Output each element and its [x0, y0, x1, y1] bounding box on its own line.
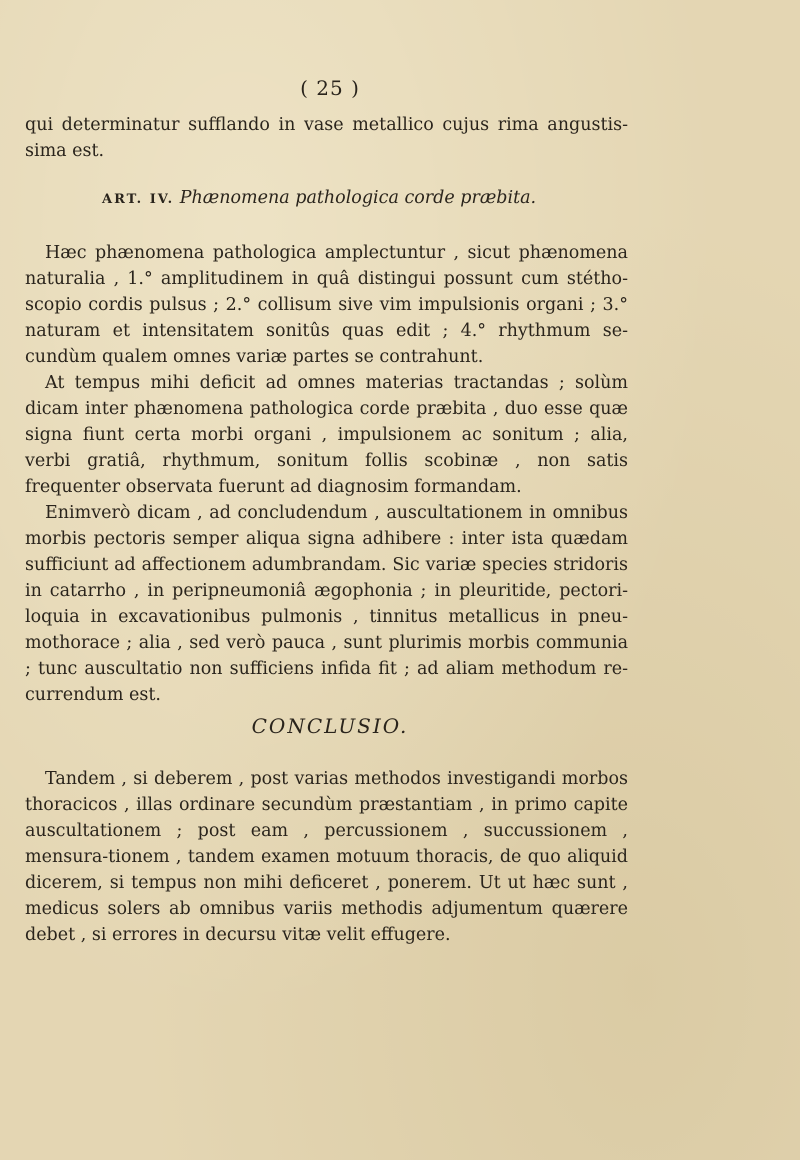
article-number: ART. IV. — [102, 192, 175, 207]
text-line: sima est. — [25, 141, 105, 161]
conclusion-body — [25, 766, 628, 948]
text-line: qui determinatur sufflando in vase metallico cujus rima angustis- — [25, 115, 628, 135]
article-heading — [102, 188, 536, 208]
paragraph: At tempus mihi deficit ad omnes materias tractandas ; solùm dicam inter phænomena pathologica corde præbita , duo esse quæ signa fiunt certa morbi organi , impulsionem ac sonitum ; alia, verbi gratiâ, rhythmum, sonitum follis scobinæ , non satis frequenter observata fuerunt ad diagnosim formandam. — [25, 373, 628, 497]
conclusion-heading: CONCLUSIO. — [251, 714, 409, 738]
continued-text — [25, 112, 628, 164]
paragraph: Enimverò dicam , ad concludendum , auscultationem in omnibus morbis pectoris semper aliqua signa adhibere : inter ista quædam sufficiunt ad affectionem adumbrandam. Sic variæ species stridoris in catarrho , in peripneumoniâ ægophonia ; in pleuritide, pectori-loquia in excavationibus pulmonis , tinnitus metallicus in pneu-mothorace ; alia , sed verò pauca , sunt plurimis morbis communia ; tunc auscultatio non sufficiens infida fit ; ad aliam methodum re-currendum est. — [25, 503, 628, 705]
page-number: ( 25 ) — [300, 76, 360, 100]
article-body — [25, 240, 628, 708]
paragraph: Hæc phænomena pathologica amplectuntur , sicut phænomena naturalia , 1.° amplitudinem in quâ distingui possunt cum stétho-scopio cordis pulsus ; 2.° collisum sive vim impulsionis organi ; 3.° naturam et intensitatem sonitûs quas edit ; 4.° rhythmum se-cundùm qualem omnes variæ partes se contrahunt. — [25, 243, 628, 367]
article-title: Phænomena pathologica corde præbita. — [179, 188, 537, 208]
paragraph: Tandem , si deberem , post varias methodos investigandi morbos thoracicos , illas ordinare secundùm præstantiam , in primo capite auscultationem ; post eam , percussionem , succussionem , mensura-tionem , tandem examen motuum thoracis, de quo aliquid dicerem, si tempus non mihi deficeret , ponerem. Ut ut hæc sunt , medicus solers ab omnibus variis methodis adjumentum quærere debet , si errores in decursu vitæ velit effugere. — [25, 769, 628, 945]
